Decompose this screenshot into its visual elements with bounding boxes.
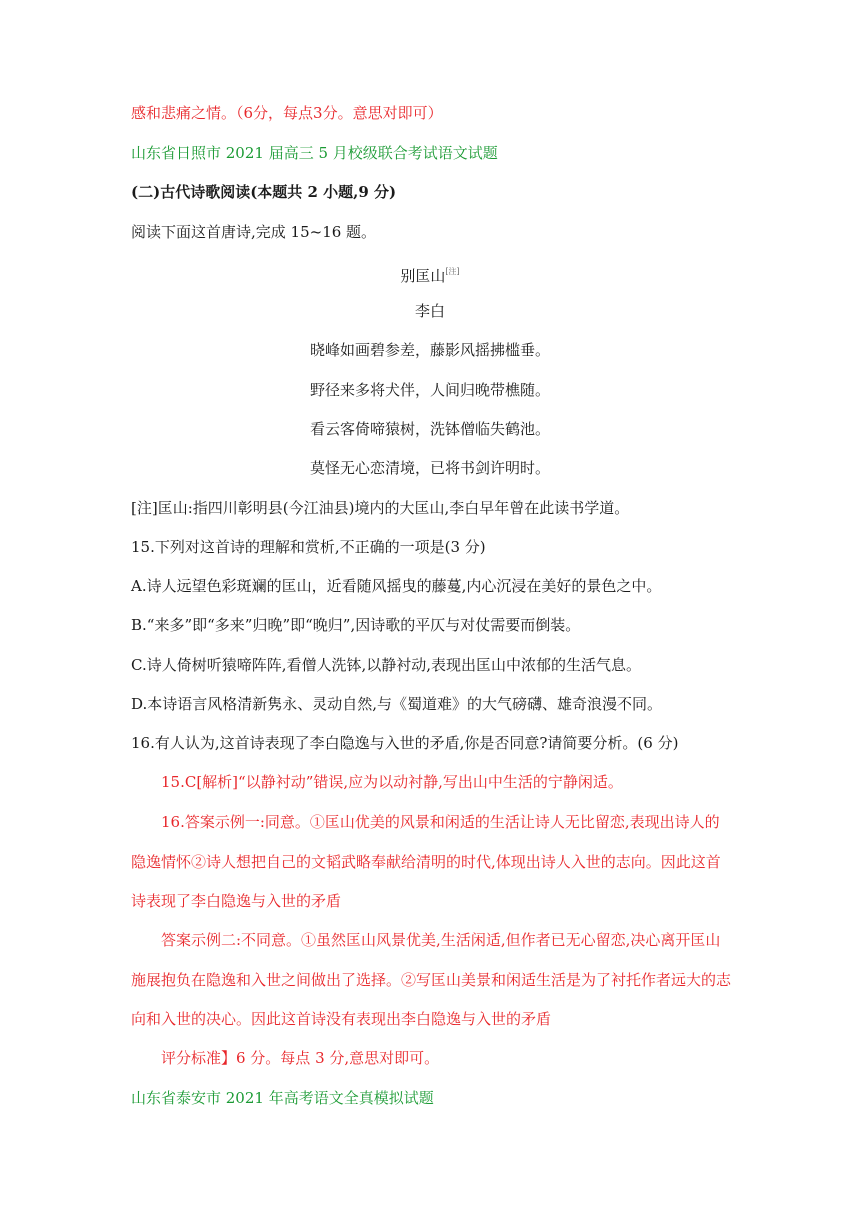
option-b: B.“来多”即“多来”归晚”即“晚归”,因诗歌的平仄与对仗需要而倒装。 <box>131 616 581 634</box>
scoring-standard: 评分标准】6 分。每点 3 分,意思对即可。 <box>161 1049 440 1067</box>
answer-16-example-1-line-3: 诗表现了李白隐逸与入世的矛盾 <box>131 892 342 910</box>
poem-line-2: 野径来多将犬伴，人间归晚带樵随。 <box>309 381 550 399</box>
previous-answer-tail: 感和悲痛之情。（6分，每点3分。意思对即可） <box>131 104 443 122</box>
next-source-title: 山东省泰安市 2021 年高考语文全真模拟试题 <box>131 1089 434 1107</box>
answer-16-example-2-line-1: 答案示例二:不同意。①虽然匡山风景优美,生活闲适,但作者已无心留恋,决心离开匡山 <box>161 931 721 949</box>
answer-15: 15.C[解析]“以静衬动”错误,应为以动衬静,写出山中生活的宁静闲适。 <box>161 773 623 791</box>
question-15: 15.下列对这首诗的理解和赏析,不正确的一项是(3 分) <box>131 538 486 556</box>
poem-line-4: 莫怪无心恋清境，已将书剑许明时。 <box>309 459 550 477</box>
poem-title <box>0 262 860 286</box>
poem-author: 李白 <box>414 302 445 320</box>
option-d: D.本诗语言风格清新隽永、灵动自然,与《蜀道难》的大气磅礴、雄奇浪漫不同。 <box>131 695 663 713</box>
question-16: 16.有人认为,这首诗表现了李白隐逸与入世的矛盾,你是否同意?请简要分析。(6 分) <box>131 734 679 752</box>
option-a: A.诗人远望色彩斑斓的匡山，近看随风摇曳的藤蔓,内心沉浸在美好的景色之中。 <box>131 577 662 595</box>
answer-16-example-1-line-2: 隐逸情怀②诗人想把自己的文韬武略奉献给清明的时代,体现出诗人入世的志向。因此这首 <box>131 853 721 871</box>
answer-16-example-2-line-3: 向和入世的决心。因此这首诗没有表现出李白隐逸与入世的矛盾 <box>131 1010 552 1028</box>
answer-16-example-2-line-2: 施展抱负在隐逸和入世之间做出了选择。②写匡山美景和闲适生活是为了衬托作者远大的志 <box>131 971 732 989</box>
answer-16-example-1-line-1: 16.答案示例一:同意。①匡山优美的风景和闲适的生活让诗人无比留恋,表现出诗人的 <box>161 813 720 831</box>
section-heading: (二)古代诗歌阅读(本题共 2 小题,9 分) <box>131 183 397 201</box>
poem-line-3: 看云客倚啼猿树，洗钵僧临失鹤池。 <box>309 420 550 438</box>
poem-line-1: 晓峰如画碧参差，藤影风摇拂槛垂。 <box>309 341 550 359</box>
poem-note: [注]匡山:指四川彰明县(今江油县)境内的大匡山,李白早年曾在此读书学道。 <box>131 499 630 517</box>
option-c: C.诗人倚树听猿啼阵阵,看僧人洗钵,以静衬动,表现出匡山中浓郁的生活气息。 <box>131 656 642 674</box>
source-title: 山东省日照市 2021 届高三 5 月校级联合考试语文试题 <box>131 144 498 162</box>
instruction: 阅读下面这首唐诗,完成 15~16 题。 <box>131 223 377 241</box>
poem-title-text: 别匡山 <box>400 267 446 285</box>
poem-title-note-marker: [注] <box>445 267 460 276</box>
